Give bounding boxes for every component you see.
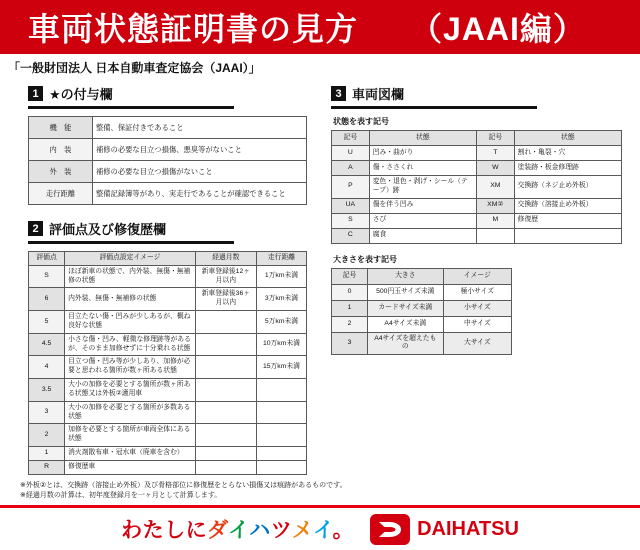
table-cell: T (476, 146, 514, 161)
table-row (29, 139, 307, 161)
table-cell: ほぼ新車の状態で、内外装、無傷・無補修の状態 (65, 265, 196, 288)
table-cell (514, 228, 621, 243)
table-cell: A (332, 161, 370, 176)
table-cell (256, 424, 306, 447)
table-row (29, 265, 307, 288)
table-cell: 3万km未満 (256, 288, 306, 311)
table-cell (195, 424, 256, 447)
table-cell: 目立つ傷・凹み等が少しあり、加修が必要と思われる箇所が数ヶ所ある状態 (65, 356, 196, 379)
column-header: 走行距離 (256, 252, 306, 266)
table-cell: 中サイズ (443, 316, 511, 332)
table-row (29, 424, 307, 447)
table-cell: 3 (29, 401, 65, 424)
footnotes (20, 481, 640, 501)
table-cell: 補修の必要な目立つ損傷、悪臭等がないこと (92, 139, 306, 161)
slogan-char: ダ (207, 519, 229, 543)
table-row (29, 183, 307, 205)
table-cell: 目立たない傷・凹みが少しあるが、概ね良好な状態 (65, 311, 196, 334)
column-header: 経過月数 (195, 252, 256, 266)
table-cell: S (29, 265, 65, 288)
table-header-row (332, 268, 512, 284)
table-row (332, 316, 512, 332)
state-symbol-table (331, 130, 622, 244)
table-row (29, 161, 307, 183)
table-cell: 整備記録簿等があり、実走行であることが確認できること (92, 183, 306, 205)
table-row (29, 117, 307, 139)
table-cell: 5 (29, 311, 65, 334)
page-title-edition: （JAAI編） (410, 11, 586, 47)
table-cell: 新車登録後36ヶ月以内 (195, 288, 256, 311)
table-row (29, 447, 307, 461)
table-row (332, 300, 512, 316)
column-header: 状態 (369, 131, 476, 146)
left-column (28, 77, 307, 475)
table-cell (195, 460, 256, 474)
table-row (332, 176, 622, 199)
slogan-char: メ (291, 519, 313, 543)
footnote: ※経過月数の計算は、初年度登録月を一ヶ月として計算します。 (20, 491, 222, 499)
table-cell: 1 (29, 447, 65, 461)
page-title: 車両状態証明書の見方 (28, 11, 359, 47)
state-symbol-label: 状態を表す記号 (333, 117, 389, 126)
table-row (29, 379, 307, 402)
table-cell: P (332, 176, 370, 199)
table-cell (195, 311, 256, 334)
table-row (332, 161, 622, 176)
table-cell: 整備、保証付きであること (92, 117, 306, 139)
table-cell: 腐食 (369, 228, 476, 243)
table-cell: 機 能 (29, 117, 93, 139)
table-cell: 1万km未満 (256, 265, 306, 288)
slogan-char: わ (121, 519, 143, 543)
table-row (29, 356, 307, 379)
column-header: 記号 (332, 268, 368, 284)
table-cell (195, 401, 256, 424)
table-cell: U (332, 146, 370, 161)
column-header: 記号 (332, 131, 370, 146)
table-cell: 3 (332, 332, 368, 355)
table-row (29, 333, 307, 356)
table-cell: 傷・ささくれ (369, 161, 476, 176)
slogan-char: に (185, 519, 208, 543)
page-banner (0, 0, 640, 54)
table-cell: W (476, 161, 514, 176)
table-cell: 新車登録後12ヶ月以内 (195, 265, 256, 288)
table-row (332, 213, 622, 228)
footer (0, 508, 640, 550)
daihatsu-logo (370, 514, 519, 545)
slogan-char: イ (228, 519, 250, 543)
column-header: イメージ (443, 268, 511, 284)
column-header: 大きさ (368, 268, 444, 284)
section-number-badge: 3 (331, 86, 346, 101)
section1-title: ★の付与欄 (49, 87, 113, 102)
table-cell: 1 (332, 300, 368, 316)
table-cell: 傷を伴う凹み (369, 198, 476, 213)
table-cell: 0 (332, 284, 368, 300)
table-cell: C (332, 228, 370, 243)
section1-heading (28, 84, 234, 109)
daihatsu-d-icon (370, 514, 410, 545)
section-number-badge: 2 (28, 221, 43, 236)
table-cell: さび (369, 213, 476, 228)
table-cell: XM② (476, 198, 514, 213)
table-cell: A4サイズ未満 (368, 316, 444, 332)
table-cell (195, 447, 256, 461)
slogan-logo (121, 514, 354, 544)
table-cell: 10万km未満 (256, 333, 306, 356)
table-cell: 割れ・亀裂・穴 (514, 146, 621, 161)
table-cell: 極小サイズ (443, 284, 511, 300)
slogan-char: し (164, 519, 186, 543)
size-symbol-table (331, 268, 512, 356)
table-cell: 走行距離 (29, 183, 93, 205)
table-cell: R (29, 460, 65, 474)
evaluation-score-table (28, 251, 307, 475)
table-row (29, 288, 307, 311)
table-cell: カードサイズ未満 (368, 300, 444, 316)
table-cell: 外 装 (29, 161, 93, 183)
star-criteria-table (28, 116, 307, 205)
daihatsu-wordmark: DAIHATSU (417, 517, 519, 540)
table-row (332, 228, 622, 243)
table-cell: 内 装 (29, 139, 93, 161)
table-cell: A4サイズを超えたもの (368, 332, 444, 355)
table-cell: 小さな傷・凹み、軽微な修理跡等があるが、そのまま加修せずに十分乗れる状態 (65, 333, 196, 356)
column-header: 記号 (476, 131, 514, 146)
size-symbol-label: 大きさを表す記号 (333, 254, 397, 264)
table-cell (256, 460, 306, 474)
table-row (29, 460, 307, 474)
table-cell: M (476, 213, 514, 228)
table-cell: 塗装跡・板金修理跡 (514, 161, 621, 176)
table-cell: 内外装、無傷・無補修の状態 (65, 288, 196, 311)
table-cell: 3.5 (29, 379, 65, 402)
table-header-row (332, 131, 622, 146)
column-header: 評価点 (29, 252, 65, 266)
table-cell (256, 401, 306, 424)
association-name: 「一般財団法人 日本自動車査定協会（JAAI）」 (8, 61, 261, 75)
table-cell: 修復歴 (514, 213, 621, 228)
table-cell: 交換跡（溶接止め外板） (514, 198, 621, 213)
table-cell: 加修を必要とする箇所が車両全体にある状態 (65, 424, 196, 447)
table-cell: 補修の必要な目立つ損傷がないこと (92, 161, 306, 183)
table-cell: 変色・退色・剥げ・シール（テープ）跡 (369, 176, 476, 199)
slogan-char: た (142, 519, 165, 543)
table-row (29, 311, 307, 334)
table-cell (195, 356, 256, 379)
table-cell: 消火剤散布車・冠水車（廃車を含む） (65, 447, 196, 461)
section2-title: 評価点及び修復歴欄 (49, 222, 167, 237)
right-column (331, 77, 622, 475)
table-cell: 2 (332, 316, 368, 332)
column-header: 評価点設定イメージ (65, 252, 196, 266)
table-cell: 500円玉サイズ未満 (368, 284, 444, 300)
table-cell: S (332, 213, 370, 228)
table-cell: 大小の加修を必要とする箇所が多数ある状態 (65, 401, 196, 424)
table-cell (256, 379, 306, 402)
table-cell: 交換跡（ネジ止め外板） (514, 176, 621, 199)
table-cell: 小サイズ (443, 300, 511, 316)
table-cell: UA (332, 198, 370, 213)
table-row (332, 198, 622, 213)
table-cell (195, 379, 256, 402)
footnote: ※外板②とは、交換跡（溶接止め外板）及び骨格部位に修復歴をとらない損傷又は痕跡があるものです。 (20, 481, 347, 489)
table-cell: 15万km未満 (256, 356, 306, 379)
table-cell: 4 (29, 356, 65, 379)
content-area (0, 77, 640, 475)
table-cell: 5万km未満 (256, 311, 306, 334)
slogan-char: イ (312, 519, 333, 543)
table-cell: XM (476, 176, 514, 199)
table-row (332, 146, 622, 161)
slogan-char: ツ (270, 519, 292, 543)
section2-heading (28, 219, 234, 244)
slogan-char: 。 (332, 519, 355, 543)
table-cell: 大小の加修を必要とする箇所が数ヶ所ある状態又は外板②適用車 (65, 379, 196, 402)
table-cell: 2 (29, 424, 65, 447)
table-row (29, 401, 307, 424)
table-cell: 凹み・曲がり (369, 146, 476, 161)
table-cell: 4.5 (29, 333, 65, 356)
table-header-row (29, 252, 307, 266)
table-cell: 大サイズ (443, 332, 511, 355)
table-row (332, 284, 512, 300)
section3-heading (331, 84, 537, 109)
table-cell (476, 228, 514, 243)
section3-title: 車両図欄 (352, 87, 405, 102)
table-row (332, 332, 512, 355)
section-number-badge: 1 (28, 86, 43, 101)
table-cell: 6 (29, 288, 65, 311)
table-cell (256, 447, 306, 461)
slogan-char: ハ (249, 519, 271, 543)
table-cell: 修復歴車 (65, 460, 196, 474)
column-header: 状態 (514, 131, 621, 146)
table-cell (195, 333, 256, 356)
